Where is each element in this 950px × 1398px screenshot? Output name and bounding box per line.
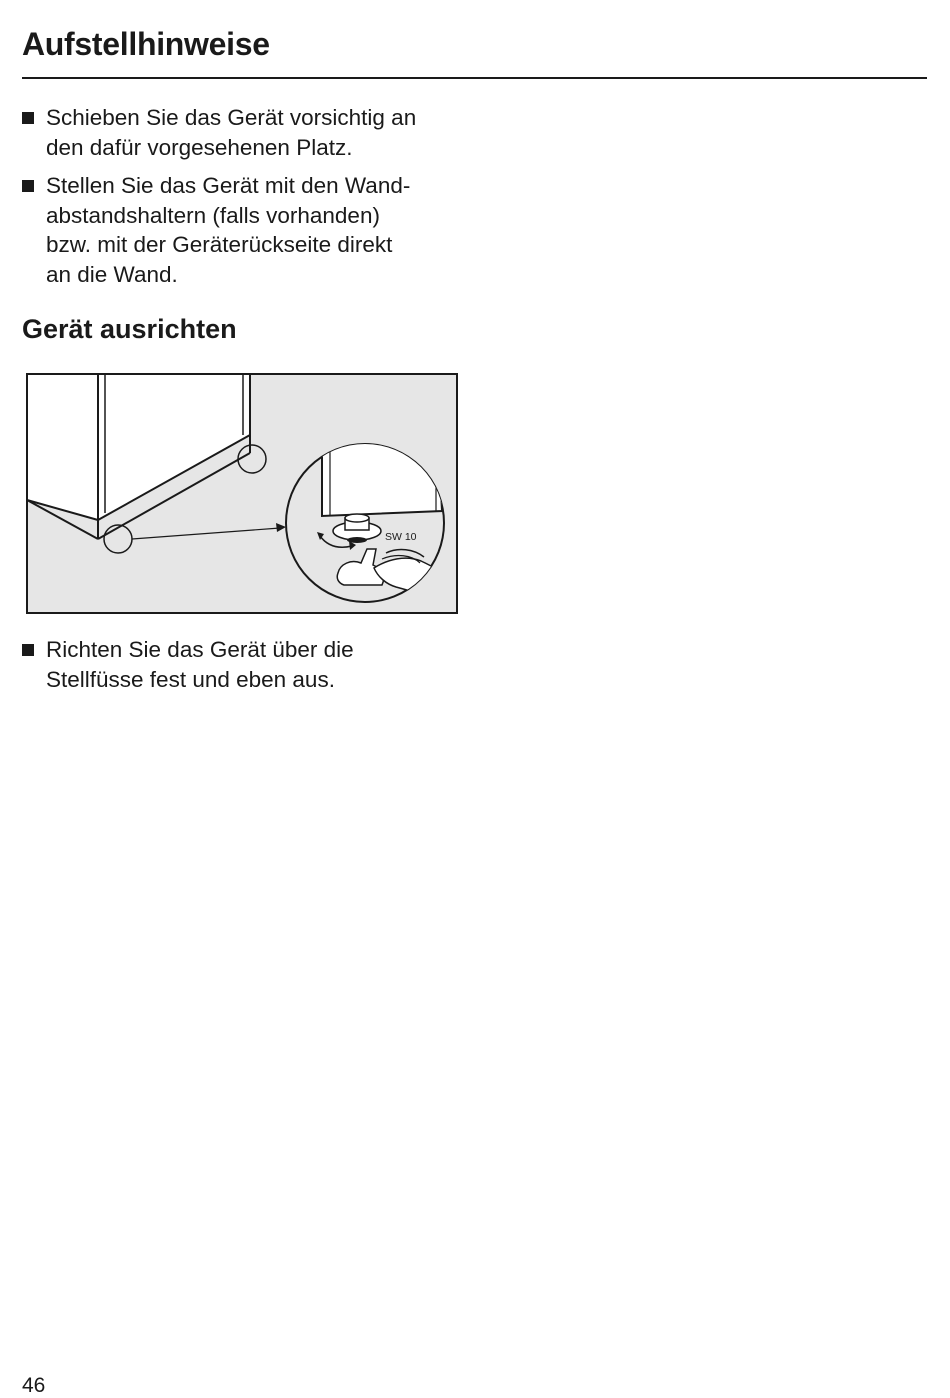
page-title: Aufstellhinweise	[22, 26, 270, 62]
bullet-square-icon	[22, 112, 34, 124]
instruction-list-leveling	[22, 635, 467, 703]
leveling-illustration	[26, 373, 458, 614]
instruction-text-line: Stellen Sie das Gerät mit den Wand-	[46, 173, 411, 198]
instruction-text-line: den dafür vorgesehenen Platz.	[46, 134, 353, 160]
instruction-text-line: abstandshaltern (falls vorhanden)	[46, 202, 380, 228]
section-title: Gerät ausrichten	[22, 314, 237, 344]
instruction-text-line: Stellfüsse fest und eben aus.	[46, 666, 335, 692]
instruction-item	[22, 103, 467, 162]
instruction-text-line: Schieben Sie das Gerät vorsichtig an	[46, 105, 417, 130]
instruction-text-line: bzw. mit der Geräterückseite direkt	[46, 232, 393, 257]
page-number: 46	[22, 1374, 46, 1397]
wrench-size-label: SW 10	[385, 531, 417, 543]
instruction-text-line: Richten Sie das Gerät über die	[46, 637, 354, 662]
instruction-list-placement	[22, 103, 467, 298]
title-divider	[22, 77, 927, 79]
instruction-text-line: an die Wand.	[46, 261, 178, 287]
instruction-item	[22, 171, 467, 289]
bullet-square-icon	[22, 180, 34, 192]
instruction-item	[22, 635, 467, 694]
bullet-square-icon	[22, 644, 34, 656]
appliance-side-panel	[27, 374, 98, 520]
